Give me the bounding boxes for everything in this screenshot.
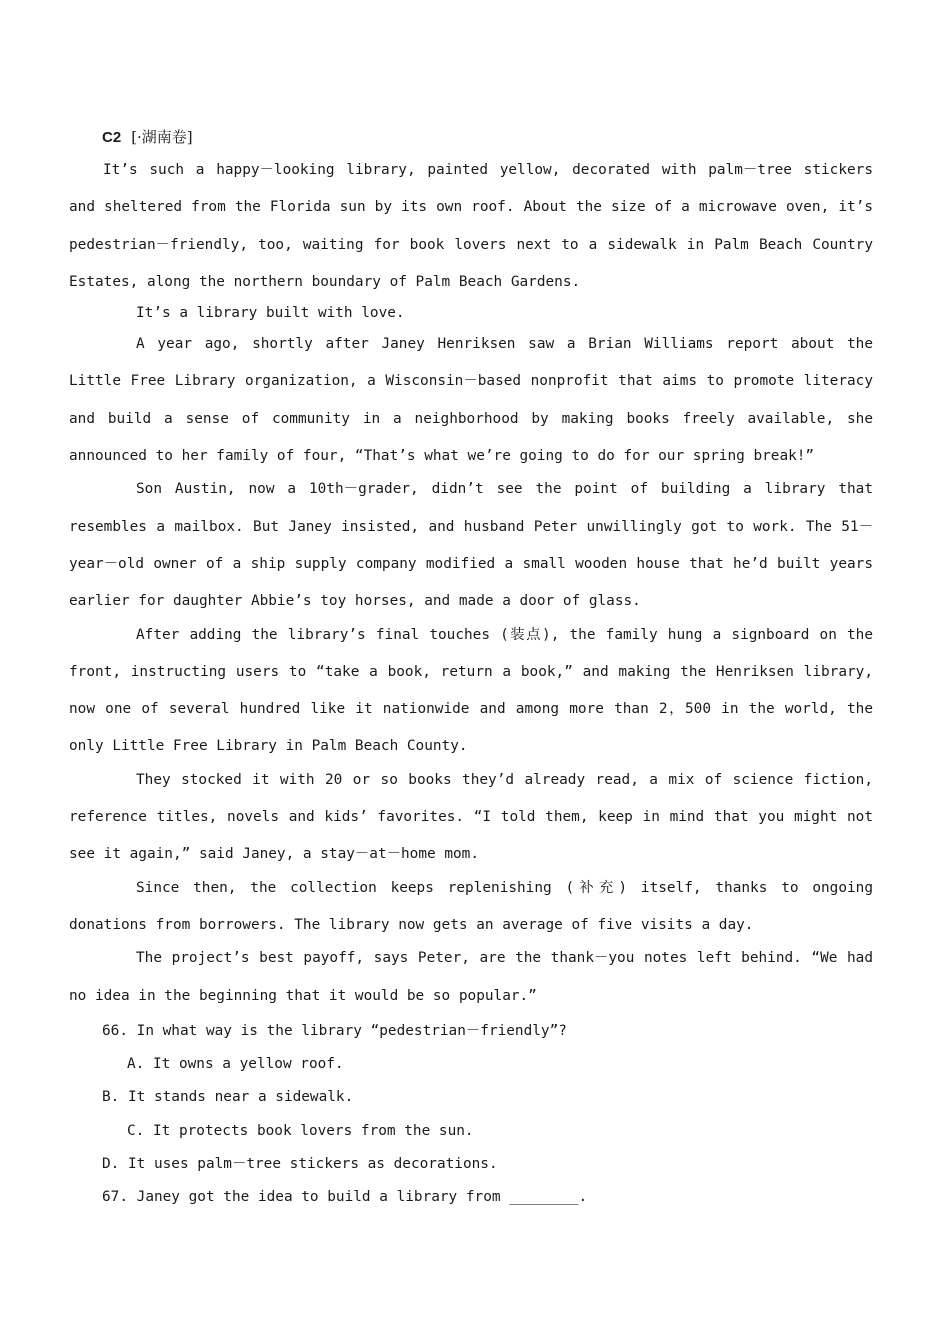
section-heading — [102, 124, 873, 150]
question-66-option-d: D. It uses palm－tree stickers as decorations. — [102, 1156, 498, 1173]
question-66-option-b: B. It stands near a sidewalk. — [102, 1089, 354, 1106]
question-66-stem: 66. In what way is the library “pedestrian－friendly”? — [102, 1022, 567, 1039]
paragraph-2: It’s a library built with love. — [136, 305, 405, 322]
document-page — [69, 124, 873, 1215]
paragraph-4: Son Austin, now a 10th－grader, didn’t see the point of building a library that resembles a mailbox. But Janey insisted, and husband Peter unwillingly got to work. The 51－year－old owner of a ship supply company modified a small wooden house that he’d built years earlier for daughter Abbie’s toy horses, and made a door of glass. — [69, 481, 873, 610]
section-label: C2 — [102, 129, 122, 146]
question-67-stem: 67. Janey got the idea to build a library from ________. — [102, 1189, 588, 1206]
question-66-option-a: A. It owns a yellow roof. — [127, 1056, 344, 1073]
question-66-option-c: C. It protects book lovers from the sun. — [127, 1122, 474, 1139]
paragraph-5: After adding the library’s final touches (装点), the family hung a signboard on the front, instructing users to “take a book, return a book,” and making the Henriksen library, now one of several hundred like it nationwide and among more than 2，500 in the world, the only Little Free Library in Palm Beach County. — [69, 626, 873, 755]
paragraph-8: The project’s best payoff, says Peter, are the thank－you notes left behind. “We had no idea in the beginning that it would be so popular.” — [69, 950, 873, 1004]
paragraph-6: They stocked it with 20 or so books they’d already read, a mix of science fiction, reference titles, novels and kids’ favorites. “I told them, keep in mind that you might not see it again,” said Janey, a stay－at－home mom. — [69, 771, 873, 863]
paragraph-7: Since then, the collection keeps replenishing (补充) itself, thanks to ongoing donations from borrowers. The library now gets an average of five visits a day. — [69, 879, 873, 933]
section-source: [·湖南卷] — [131, 128, 193, 146]
paragraph-3: A year ago, shortly after Janey Henriksen saw a Brian Williams report about the Little Free Library organization, a Wisconsin－based nonprofit that aims to promote literacy and build a sense of community in a neighborhood by making books freely available, she announced to her family of four, “That’s what we’re going to do for our spring break!” — [69, 336, 873, 465]
paragraph-1: It’s such a happy－looking library, painted yellow, decorated with palm－tree stickers and sheltered from the Florida sun by its own roof. About the size of a microwave oven, it’s pedestrian－friendly, too, waiting for book lovers next to a sidewalk in Palm Beach Country Estates, along the northern boundary of Palm Beach Gardens. — [69, 162, 873, 290]
